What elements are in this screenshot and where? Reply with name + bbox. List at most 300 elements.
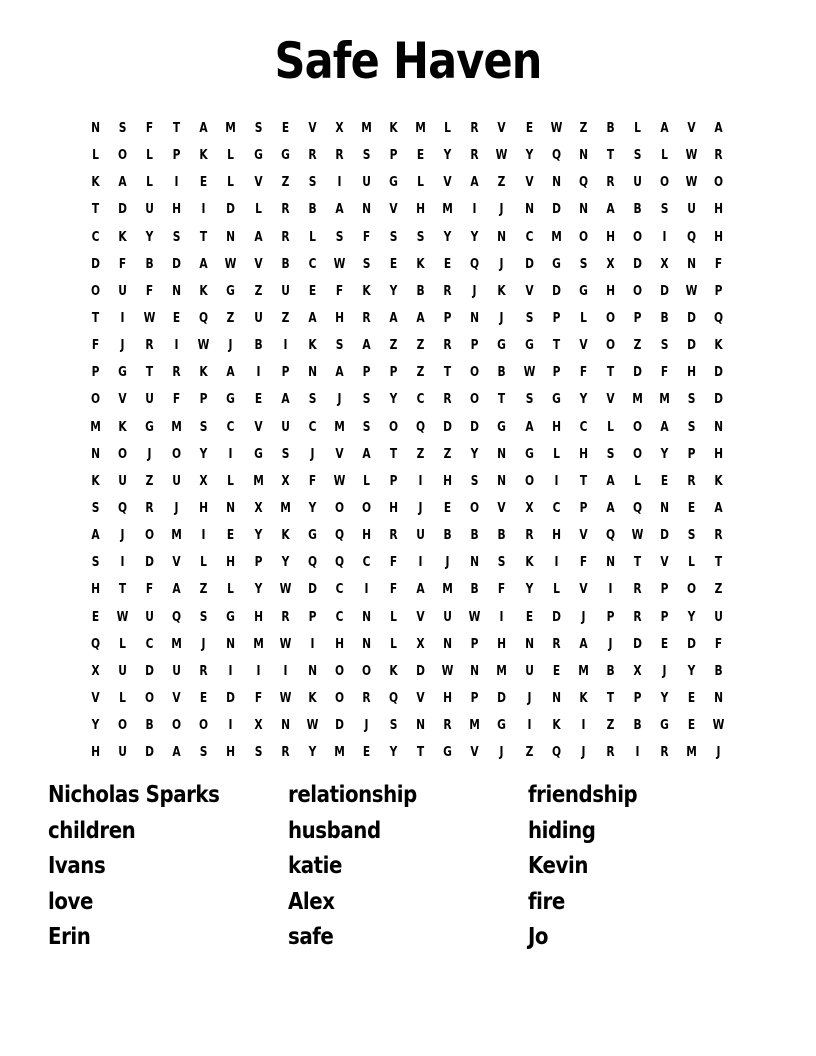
grid-letter: I [662,229,667,245]
grid-letter: N [551,691,561,707]
grid-letter: V [253,175,263,191]
grid-letter: S [308,392,317,408]
grid-letter: P [552,311,561,327]
grid-letter: Y [200,446,208,462]
grid-letter: A [606,501,615,517]
grid-letter: S [389,229,398,245]
grid-letter: Z [606,718,615,734]
grid-letter: L [227,473,235,489]
grid-letter: Z [281,311,290,327]
grid-letter: J [337,392,342,408]
grid-row [82,712,732,739]
grid-letter: Q [551,148,561,164]
grid-row [82,658,732,685]
grid-letter: N [362,636,371,652]
grid-letter: D [551,202,561,218]
grid-letter: A [281,392,290,408]
grid-letter: Q [334,528,344,544]
grid-letter: P [172,148,181,164]
grid-letter: V [660,555,669,571]
grid-letter: N [714,419,724,435]
grid-letter: L [634,473,641,489]
grid-letter: U [172,663,182,679]
grid-letter: W [333,256,346,272]
grid-letter: E [660,636,669,652]
grid-letter: B [606,121,615,137]
grid-letter: L [688,555,696,571]
grid-letter: S [687,392,696,408]
grid-letter: B [714,663,723,679]
grid-letter: F [173,392,181,408]
grid-letter: Z [227,311,235,327]
grid-letter: S [687,419,696,435]
grid-letter: J [472,283,477,299]
grid-letter: Y [443,148,452,164]
grid-letter: U [172,473,182,489]
grid-letter: E [525,609,533,625]
grid-letter: F [335,283,344,299]
grid-letter: Q [714,311,724,327]
grid-letter: R [470,148,479,164]
grid-letter: Y [660,691,669,707]
grid-letter: N [226,636,236,652]
grid-letter: H [362,528,371,544]
grid-letter: D [660,283,669,299]
grid-letter: W [468,609,481,625]
grid-letter: A [524,419,534,435]
grid-letter: I [418,473,423,489]
grid-letter: E [308,283,316,299]
grid-row [82,414,732,441]
grid-letter: Z [416,338,425,354]
grid-letter: Q [551,745,561,761]
grid-letter: R [524,528,534,544]
grid-letter: Y [91,718,100,734]
grid-letter: S [633,148,642,164]
grid-row [82,251,732,278]
grid-letter: G [497,718,507,734]
grid-letter: Y [470,446,479,462]
grid-letter: Z [416,365,425,381]
grid-letter: E [200,175,208,191]
grid-letter: R [308,148,317,164]
grid-letter: S [254,745,262,761]
grid-letter: U [280,283,290,299]
grid-letter: H [551,528,561,544]
grid-letter: K [714,473,723,489]
grid-letter: B [416,283,425,299]
word-list-item: Alex [288,888,335,915]
grid-letter: O [334,691,344,707]
grid-letter: J [120,528,125,544]
grid-letter: B [443,528,452,544]
grid-letter: Q [470,256,480,272]
grid-letter: J [581,609,586,625]
grid-letter: L [200,555,208,571]
grid-letter: I [256,365,261,381]
grid-letter: E [660,473,669,489]
grid-letter: O [91,283,101,299]
grid-letter: A [416,582,425,598]
grid-letter: O [524,473,534,489]
grid-letter: B [254,338,263,354]
grid-row [82,495,732,522]
grid-letter: I [337,175,342,191]
grid-letter: L [390,609,397,625]
grid-letter: G [145,419,155,435]
grid-letter: A [335,365,344,381]
grid-letter: E [687,718,696,734]
grid-letter: G [578,283,588,299]
grid-letter: S [335,229,344,245]
grid-letter: E [200,691,208,707]
grid-letter: I [283,338,288,354]
grid-row [82,115,732,142]
grid-letter: I [554,473,559,489]
grid-letter: Y [145,229,154,245]
grid-letter: N [524,202,534,218]
grid-letter: C [416,392,425,408]
grid-letter: M [361,121,372,137]
grid-letter: J [499,745,504,761]
grid-letter: C [308,419,317,435]
grid-letter: N [416,718,426,734]
grid-letter: N [307,663,317,679]
grid-letter: W [279,582,292,598]
grid-letter: V [579,338,588,354]
grid-letter: N [605,555,615,571]
grid-letter: P [443,311,452,327]
grid-letter: J [364,718,369,734]
grid-letter: K [497,283,507,299]
grid-letter: O [172,718,182,734]
grid-letter: L [634,121,641,137]
grid-letter: S [660,202,669,218]
grid-letter: Y [389,283,398,299]
grid-letter: K [118,229,127,245]
grid-letter: K [416,256,425,272]
grid-letter: P [91,365,100,381]
grid-letter: M [90,419,101,435]
grid-letter: I [418,555,423,571]
grid-letter: I [174,338,179,354]
grid-letter: R [443,718,452,734]
word-list-item: Ivans [48,853,106,880]
grid-letter: U [633,175,642,191]
grid-letter: S [172,229,181,245]
grid-letter: N [470,311,480,327]
grid-letter: C [308,256,317,272]
grid-letter: D [470,419,480,435]
grid-letter: Q [605,528,615,544]
grid-letter: A [226,365,236,381]
grid-letter: B [633,718,642,734]
grid-letter: I [635,745,640,761]
grid-letter: O [470,365,480,381]
grid-letter: U [714,609,724,625]
grid-letter: A [606,473,615,489]
grid-letter: R [281,745,290,761]
grid-letter: V [389,202,398,218]
grid-letter: I [310,636,315,652]
grid-letter: D [687,338,697,354]
grid-letter: I [499,609,504,625]
word-list-item: children [48,817,136,844]
grid-letter: Z [633,338,642,354]
grid-letter: U [524,663,534,679]
grid-letter: F [715,636,723,652]
grid-letter: D [632,256,642,272]
grid-letter: R [443,283,452,299]
grid-letter: O [91,392,101,408]
grid-letter: Q [632,501,642,517]
grid-row [82,278,732,305]
grid-letter: R [145,338,154,354]
grid-letter: P [281,365,290,381]
grid-letter: G [551,256,561,272]
grid-letter: F [579,365,587,381]
grid-letter: Y [281,555,290,571]
grid-row [82,224,732,251]
grid-letter: T [389,446,398,462]
grid-letter: I [256,663,261,679]
grid-letter: D [118,202,128,218]
grid-letter: U [145,609,155,625]
grid-letter: D [226,202,236,218]
grid-letter: O [470,501,480,517]
grid-letter: T [579,473,587,489]
grid-letter: X [335,121,344,137]
grid-letter: T [498,392,506,408]
grid-letter: V [687,121,696,137]
grid-row [82,685,732,712]
grid-letter: E [254,392,262,408]
grid-letter: I [229,663,234,679]
grid-letter: I [120,311,125,327]
grid-letter: L [417,175,425,191]
grid-letter: U [118,663,127,679]
grid-letter: B [660,311,669,327]
grid-letter: W [306,718,319,734]
grid-letter: F [146,121,154,137]
grid-letter: F [362,229,371,245]
grid-letter: G [660,718,669,734]
grid-letter: L [119,691,127,707]
grid-letter: A [172,745,181,761]
grid-row [82,739,732,766]
grid-letter: T [444,365,452,381]
grid-letter: W [116,609,129,625]
grid-letter: O [145,528,155,544]
grid-letter: K [389,121,398,137]
grid-letter: I [581,718,586,734]
grid-letter: O [334,663,344,679]
grid-letter: V [253,419,263,435]
grid-letter: R [633,609,642,625]
grid-letter: D [714,365,724,381]
grid-letter: R [281,202,290,218]
grid-letter: T [606,148,614,164]
grid-letter: D [145,555,155,571]
grid-letter: J [499,311,504,327]
grid-letter: O [632,229,642,245]
grid-letter: S [660,338,669,354]
grid-letter: O [632,446,642,462]
grid-letter: R [714,528,723,544]
grid-letter: A [199,256,209,272]
grid-letter: N [660,501,669,517]
grid-letter: J [174,501,179,517]
grid-letter: D [226,691,236,707]
grid-letter: B [606,663,615,679]
grid-letter: R [660,745,669,761]
grid-letter: D [172,256,182,272]
grid-letter: Z [254,283,262,299]
grid-letter: H [389,501,399,517]
grid-letter: D [91,256,100,272]
word-list-item: Erin [48,924,91,951]
grid-letter: G [226,283,236,299]
grid-letter: Z [714,582,723,598]
grid-letter: E [525,121,533,137]
grid-letter: R [362,311,371,327]
grid-letter: G [524,338,534,354]
grid-letter: X [606,256,615,272]
grid-letter: H [578,446,588,462]
grid-letter: E [687,501,696,517]
grid-letter: H [687,365,697,381]
grid-letter: B [281,256,290,272]
word-list-item: fire [528,888,565,915]
grid-letter: N [470,555,480,571]
grid-letter: L [661,148,668,164]
grid-letter: T [119,582,127,598]
grid-letter: J [310,446,315,462]
grid-row [82,386,732,413]
grid-letter: P [714,283,723,299]
grid-letter: I [527,718,532,734]
grid-letter: Q [416,419,426,435]
grid-row [82,522,732,549]
grid-letter: Q [578,175,588,191]
grid-letter: P [362,365,371,381]
grid-letter: H [226,745,236,761]
grid-letter: S [579,256,588,272]
grid-letter: W [441,663,454,679]
grid-letter: Z [579,121,588,137]
grid-letter: G [524,446,534,462]
word-list-item: friendship [528,782,638,808]
grid-letter: M [252,636,264,652]
grid-letter: Y [687,663,696,679]
grid-letter: I [120,555,125,571]
grid-letter: N [470,663,480,679]
grid-letter: Q [172,609,182,625]
grid-letter: M [225,121,237,137]
grid-letter: A [199,121,209,137]
grid-letter: L [92,148,99,164]
grid-letter: M [415,121,426,137]
grid-letter: M [171,419,183,435]
word-list-item: love [48,888,93,915]
grid-letter: N [714,691,724,707]
grid-letter: S [281,446,290,462]
grid-letter: R [389,528,398,544]
grid-row [82,359,732,386]
grid-letter: M [279,501,291,517]
grid-letter: A [606,202,615,218]
grid-letter: O [632,419,642,435]
grid-letter: Z [525,745,533,761]
grid-letter: R [281,609,290,625]
grid-letter: O [389,419,399,435]
grid-letter: R [552,636,561,652]
grid-letter: J [445,555,450,571]
grid-letter: S [389,718,398,734]
grid-letter: V [470,745,479,761]
grid-letter: T [715,555,723,571]
grid-letter: I [364,582,369,598]
grid-letter: X [660,256,669,272]
grid-letter: W [279,691,292,707]
grid-letter: R [714,148,723,164]
grid-letter: X [633,663,642,679]
grid-letter: P [389,365,398,381]
grid-letter: E [173,311,181,327]
grid-letter: J [608,636,613,652]
grid-letter: F [91,338,100,354]
word-list-item: Jo [528,924,549,951]
grid-letter: U [118,283,127,299]
grid-letter: K [281,528,290,544]
grid-letter: T [606,691,614,707]
grid-letter: H [253,609,263,625]
grid-letter: V [416,609,425,625]
grid-letter: F [579,555,587,571]
grid-letter: E [687,691,696,707]
grid-letter: N [578,202,588,218]
grid-row [82,604,732,631]
grid-letter: M [577,663,589,679]
grid-letter: Z [498,175,506,191]
grid-letter: D [687,636,697,652]
grid-letter: D [145,663,155,679]
grid-letter: D [632,365,642,381]
grid-letter: H [226,555,236,571]
grid-letter: V [172,691,181,707]
grid-letter: V [579,582,588,598]
grid-letter: W [685,175,698,191]
grid-letter: K [91,473,100,489]
grid-letter: I [229,718,234,734]
grid-letter: I [554,555,559,571]
grid-letter: W [143,311,156,327]
grid-row [82,196,732,223]
grid-letter: K [91,175,100,191]
grid-letter: O [714,175,724,191]
grid-letter: J [229,338,234,354]
grid-letter: H [172,202,182,218]
grid-row [82,441,732,468]
grid-letter: P [470,636,479,652]
grid-letter: Y [443,229,452,245]
grid-letter: P [633,311,642,327]
grid-letter: U [416,528,426,544]
grid-letter: O [578,229,588,245]
grid-letter: E [362,745,371,761]
grid-letter: P [389,473,398,489]
grid-letter: D [145,745,155,761]
